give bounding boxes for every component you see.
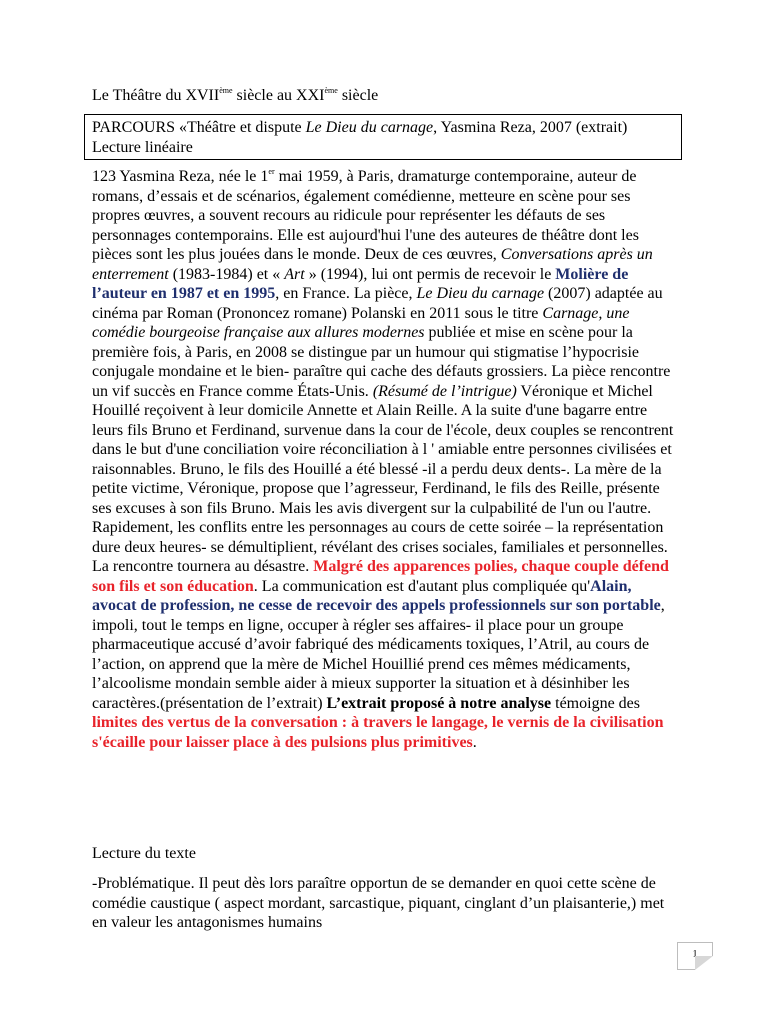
parcours-details: , Yasmina Reza, 2007 (extrait) Lecture linéaire — [92, 119, 628, 156]
text-run: , impoli, tout le temps en ligne, occuper à régler ses affaires- il place pour un groupe pharmaceutique accusé d’avoir fabriqué des médicaments toxiques, l’Atril, au cours de l’action, on apprend que la mère de Michel Houillié prend ces mêmes médicaments, l’alcoolisme mondain semble aider à mieux supporter la situation et à désinhiber les caractères.(présentation de l’extrait) — [92, 597, 665, 712]
parcours-work-title: Le Dieu du carnage — [305, 119, 434, 136]
title-text: siècle — [337, 87, 379, 104]
italic-title: Art — [284, 265, 305, 283]
text-run: (1983-1984) et « — [168, 265, 285, 283]
title-superscript: ème — [219, 86, 233, 95]
page-number-box — [677, 942, 713, 970]
text-run: 123 Yasmina Reza, née le 1 — [92, 168, 269, 185]
text-run: » (1994), lui ont permis de recevoir le — [304, 265, 556, 283]
text-superscript: er — [268, 167, 275, 176]
italic-heading: (Résumé de l’intrigue) — [372, 382, 517, 400]
italic-title: Carnage, une comédie bourgeoise française aux allures modernes — [92, 304, 630, 341]
italic-title: Le Dieu du carnage — [416, 285, 545, 302]
text-run: (2007) adaptée au cinéma par Roman (Prononcez romane) Polanski en 2011 sous le titre — [92, 285, 663, 322]
highlight-blue: Alain, avocat de profession, ne cesse de recevoir des appels professionnels sur son portable — [92, 577, 661, 614]
bold-text: L’extrait proposé à notre analyse — [326, 694, 552, 712]
page-fold-icon — [695, 956, 713, 970]
document-title — [92, 86, 378, 106]
parcours-label: PARCOURS «Théâtre et dispute — [92, 119, 306, 136]
highlight-red: limites des vertus de la conversation : à travers le langage, le vernis de la civilisation s'écaille pour laisser place à des pulsions plus primitives — [92, 714, 664, 751]
text-run: témoigne des — [551, 694, 640, 712]
title-text: Le Théâtre du XVII — [92, 87, 220, 104]
highlight-red: Malgré des apparences polies, chaque couple défend son fils et son éducation — [92, 558, 669, 595]
page-number: 1 — [692, 949, 698, 960]
text-run: publiée et mise en scène pour la première fois, à Paris, en 2008 se distingue par un humour qui stigmatise l’hypocrisie conjugale mondaine et le bien- paraître qui cache des défauts grossiers. La pièce rencontre un vif succès en France comme États-Unis. — [92, 324, 671, 400]
highlight-blue: Molière de l’auteur en 1987 et en 1995 — [92, 265, 629, 302]
text-run: Véronique et Michel Houillé reçoivent à leur domicile Annette et Alain Reille. A la suite d'une bagarre entre leurs fils Bruno et Ferdinand, survenue dans la cour de l'école, deux couples se rencontrent dans le but d'une conciliation voire réconciliation à l ' amiable entre personnes civilisées et raisonnables. Bruno, le fils des Houillé a été blessé -il a perdu deux dents-. La mère de la petite victime, Véronique, propose que l’agresseur, Ferdinand, le fils des Reille, présente ses excuses à son fils Bruno. Mais les avis divergent sur la culpabilité de l'un ou l'autre. Rapidement, les conflits entre les personnages au cours de cette soirée – la représentation dure deux heures- se démultiplient, révélant des crises sociales, familiales et personnelles. La rencontre tournera au désastre. — [92, 382, 674, 575]
text-run: , en France. La pièce, — [275, 285, 417, 302]
problematique-paragraph: -Problématique. Il peut dès lors paraître opportun de se demander en quoi cette scène de comédie caustique ( aspect mordant, sarcastique, piquant, cinglant d’un plaisanterie,) met en valeur les antagonismes humains — [92, 875, 665, 931]
text-run: mai 1959, à Paris, dramaturge contemporaine, auteur de romans, d’essais et de scénarios, également comédienne, metteure en scène pour ses propres œuvres, a souvent recours au ridicule pour représenter les défauts de ses personnages contemporains. Elle est aujourd'hui l'une des auteures de théâtre dont les pièces sont les plus jouées dans le monde. Deux de ces œuvres, — [92, 168, 639, 263]
title-text: siècle au XXI — [232, 87, 325, 104]
parcours-box — [84, 114, 682, 160]
section-heading-lecture: Lecture du texte — [92, 845, 196, 862]
text-run: . — [472, 733, 477, 751]
text-run: . La communication est d'autant plus compliquée qu' — [253, 577, 591, 595]
introduction-paragraph — [92, 167, 678, 752]
title-superscript: ème — [324, 86, 338, 95]
italic-title: Conversations après un enterrement — [92, 246, 653, 283]
